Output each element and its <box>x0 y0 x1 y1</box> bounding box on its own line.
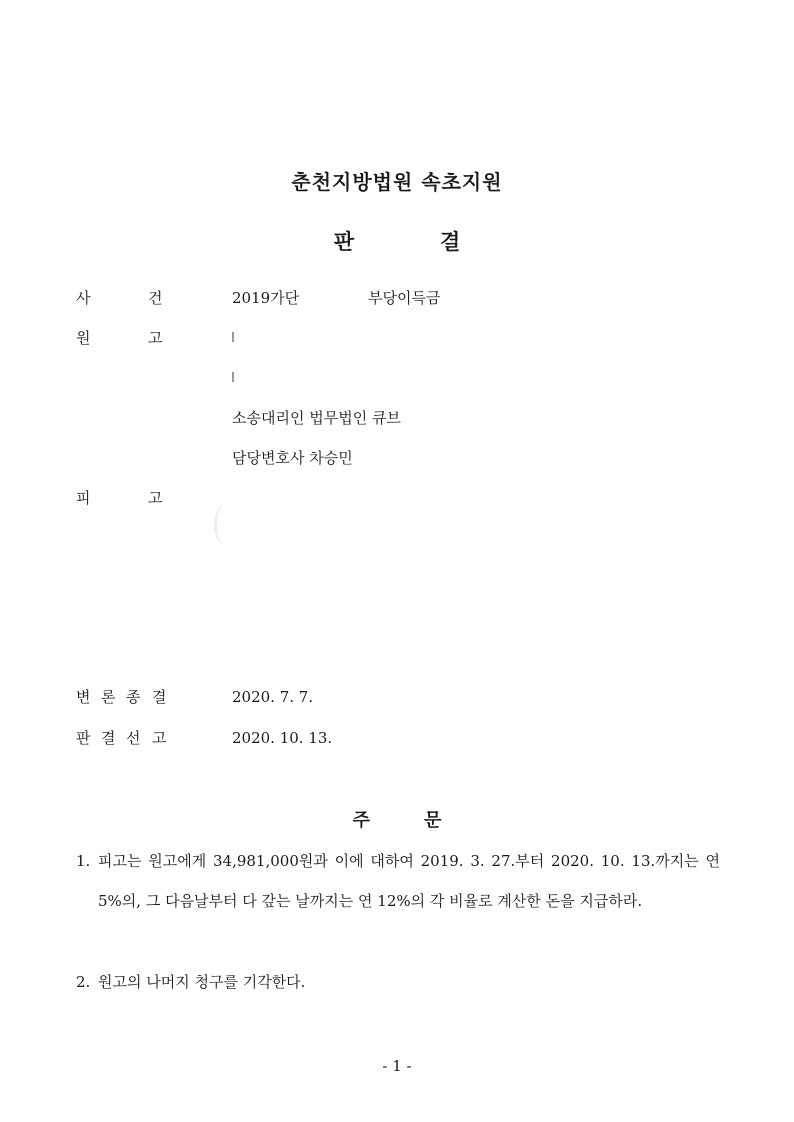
order-item <box>76 962 720 1002</box>
court-name: 춘천지방법원 속초지원 <box>291 170 503 194</box>
page-number: - 1 - <box>382 1057 412 1075</box>
order-title-left: 주 <box>352 810 370 831</box>
hearing-closed-date: 2020. 7. 7. <box>232 688 314 706</box>
redaction-artifact <box>214 505 236 545</box>
judgment-date: 2020. 10. 13. <box>232 729 333 747</box>
order-number: 2. <box>76 973 91 991</box>
plaintiff-counsel: 소송대리인 법무법인 큐브 <box>232 409 401 427</box>
order-text: 원고의 나머지 청구를 기각한다. <box>98 973 306 991</box>
case-number: 2019가단 <box>232 289 300 307</box>
order-item <box>76 841 720 921</box>
plaintiff-attorney: 담당변호사 차승민 <box>232 449 353 467</box>
title-char-right: 결 <box>440 230 461 254</box>
redaction-mark <box>232 332 234 342</box>
title-char-left: 판 <box>333 230 354 254</box>
order-title-right: 문 <box>424 810 442 831</box>
order-text: 피고는 원고에게 34,981,000원과 이에 대하여 2019. 3. 27.부터 2020. 10. 13.까지는 연 5%의, 그 다음날부터 다 갚는 날까지는 연 12%의 각 비율로 계산한 돈을 지급하라. <box>98 852 720 910</box>
order-number: 1. <box>76 852 91 870</box>
redaction-mark <box>232 372 234 382</box>
order-section-title <box>0 806 794 832</box>
document-title <box>0 226 794 256</box>
case-name: 부당이득금 <box>368 289 441 307</box>
